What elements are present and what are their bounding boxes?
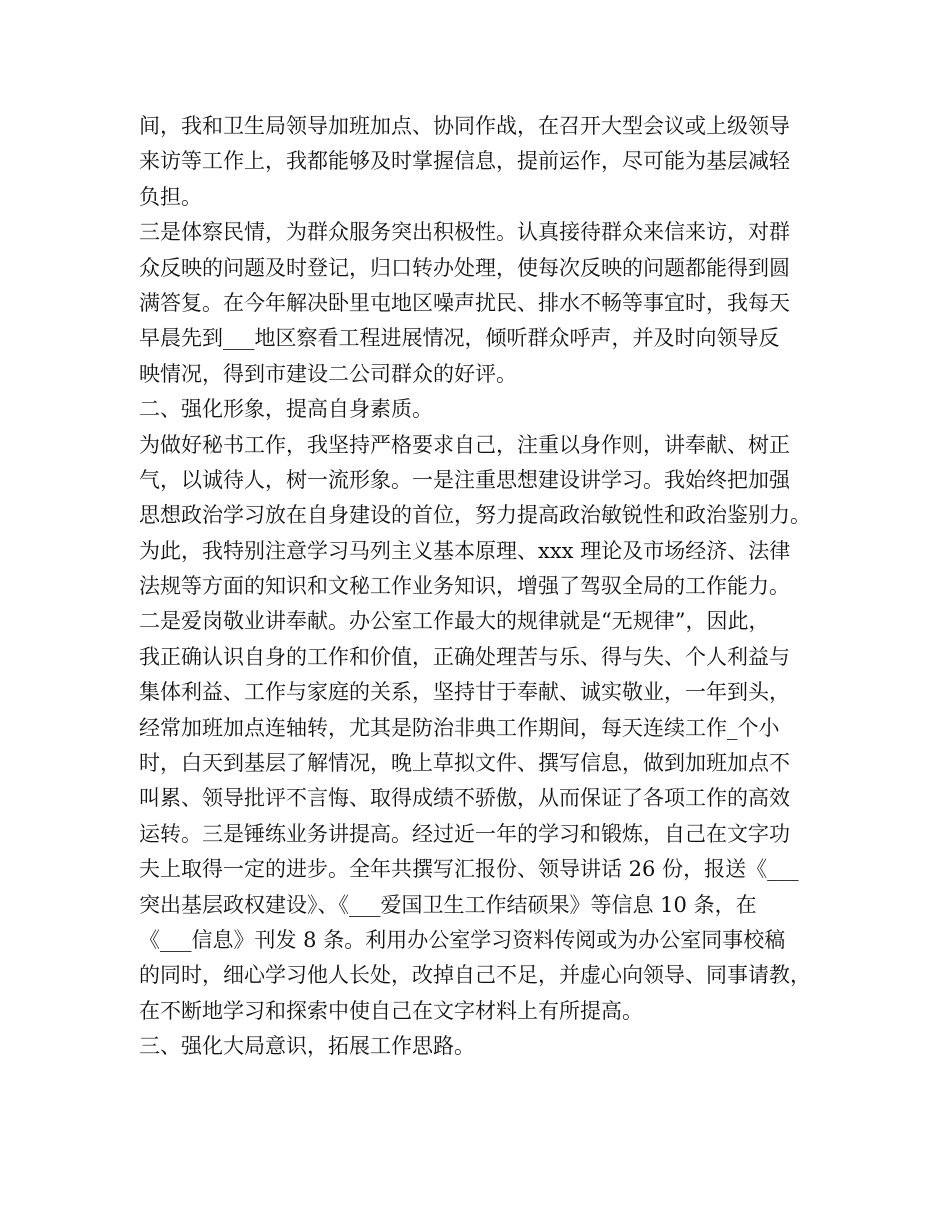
text-line: 的同时，细心学习他人长处，改掉自己不足，并虚心向领导、同事请教， <box>139 963 811 988</box>
text-line: 满答复。在今年解决卧里屯地区噪声扰民、排水不畅等事宜时，我每天 <box>139 290 790 315</box>
text-line: 时，白天到基层了解情况，晚上草拟文件、撰写信息，做到加班加点不 <box>139 751 790 776</box>
text-line: 夫上取得一定的进步。全年共撰写汇报份、领导讲话 26 份，报送《___ <box>139 857 799 882</box>
text-line: 法规等方面的知识和文秘工作业务知识，增强了驾驭全局的工作能力。 <box>139 574 790 599</box>
text-line: 二是爱岗敬业讲奉献。办公室工作最大的规律就是“无规律”，因此， <box>139 609 770 634</box>
text-line: 众反映的问题及时登记，归口转办处理，使每次反映的问题都能得到圆 <box>139 255 790 280</box>
section-heading: 二、强化形象，提高自身素质。 <box>139 397 433 422</box>
text-line: 气，以诚待人，树一流形象。一是注重思想建设讲学习。我始终把加强 <box>139 467 790 492</box>
text-line: 在不断地学习和探索中使自己在文字材料上有所提高。 <box>139 998 643 1023</box>
text-line: 负担。 <box>139 184 202 209</box>
section-heading: 三、强化大局意识，拓展工作思路。 <box>139 1034 475 1059</box>
text-line: 突出基层政权建设》、《___爱国卫生工作结硕果》等信息 10 条，在 <box>139 892 757 917</box>
text-line: 三是体察民情，为群众服务突出积极性。认真接待群众来信来访，对群 <box>139 220 790 245</box>
text-line: 经常加班加点连轴转，尤其是防治非典工作期间，每天连续工作_个小 <box>139 715 780 740</box>
text-line: 为做好秘书工作，我坚持严格要求自己，注重以身作则，讲奉献、树正 <box>139 432 790 457</box>
document-body <box>139 109 829 1065</box>
text-line: 间，我和卫生局领导加班加点、协同作战，在召开大型会议或上级领导 <box>139 114 790 138</box>
text-line: 映情况，得到市建设二公司群众的好评。 <box>139 361 517 386</box>
text-line: 运转。三是锤练业务讲提高。经过近一年的学习和锻炼，自己在文字功 <box>139 821 790 846</box>
text-line: 我正确认识自身的工作和价值，正确处理苦与乐、得与失、个人利益与 <box>139 644 790 669</box>
text-line: 来访等工作上，我都能够及时掌握信息，提前运作，尽可能为基层减轻 <box>139 149 790 174</box>
text-line: 为此，我特别注意学习马列主义基本原理、xxx 理论及市场经济、法律 <box>139 538 791 563</box>
text-line: 思想政治学习放在自身建设的首位，努力提高政治敏锐性和政治鉴别力。 <box>139 503 811 528</box>
text-line: 集体利益、工作与家庭的关系，坚持甘于奉献、诚实敬业，一年到头， <box>139 680 790 705</box>
text-line: 早晨先到___地区察看工程进展情况，倾听群众呼声，并及时向领导反 <box>139 326 780 351</box>
text-line: 叫累、领导批评不言悔、取得成绩不骄傲，从而保证了各项工作的高效 <box>139 786 790 811</box>
text-line: 《___信息》刊发 8 条。利用办公室学习资料传阅或为办公室同事校稿 <box>139 927 786 952</box>
